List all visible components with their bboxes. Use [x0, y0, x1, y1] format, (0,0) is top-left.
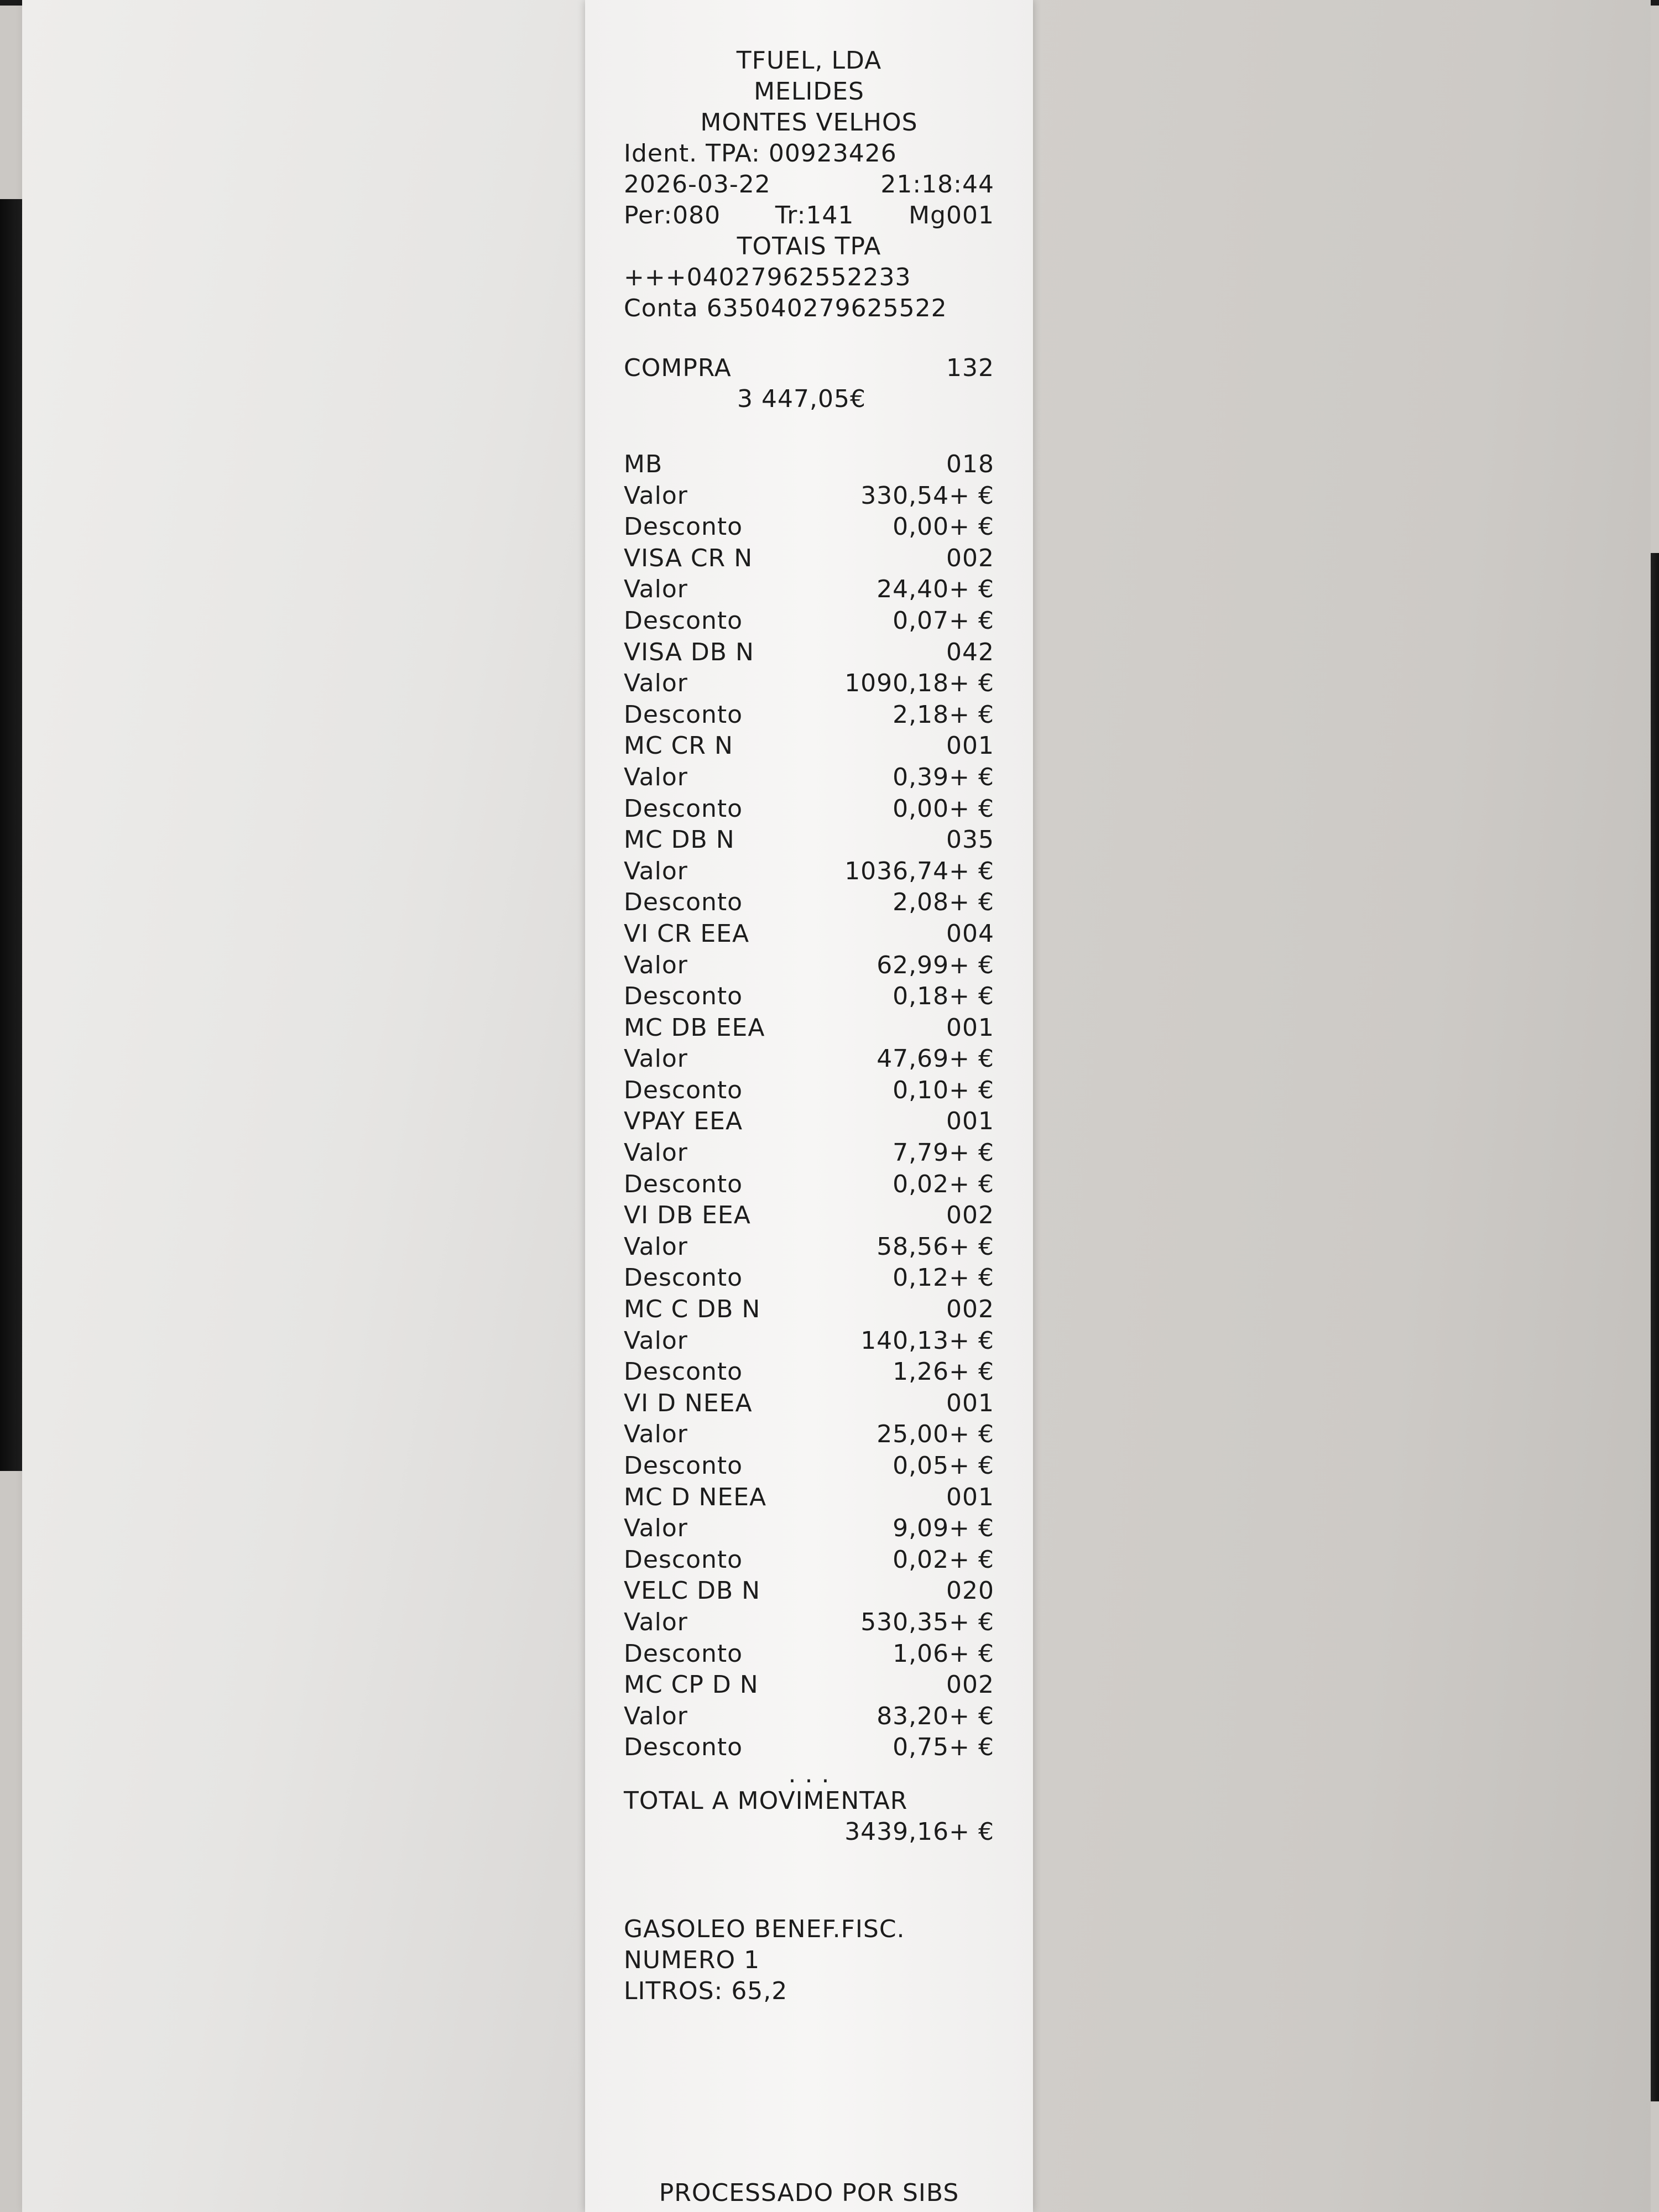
valor-row-amount: 530,35+ €	[860, 1608, 994, 1636]
group-name-row-label: VI CR EEA	[624, 919, 750, 948]
group-name-row-label: MC CR N	[624, 732, 733, 760]
group-name-row-label: VISA DB N	[624, 638, 754, 666]
valor-row	[624, 1232, 994, 1263]
valor-row-amount: 330,54+ €	[860, 481, 994, 510]
group-name-row	[624, 637, 994, 669]
desconto-row-amount: 0,05+ €	[893, 1452, 994, 1480]
valor-row-amount: 47,69+ €	[877, 1045, 994, 1073]
valor-row-label: Valor	[624, 1608, 688, 1636]
desconto-row	[624, 981, 994, 1013]
desconto-row	[624, 1262, 994, 1294]
group-name-row-amount: 035	[946, 826, 994, 854]
desconto-row-label: Desconto	[624, 794, 743, 823]
group-name-row-label: VI DB EEA	[624, 1201, 751, 1230]
desconto-row-amount: 0,02+ €	[893, 1545, 994, 1574]
compra-amount: 3 447,05€	[737, 385, 866, 413]
group-name-row-amount: 001	[946, 732, 994, 760]
desconto-row-amount: 0,18+ €	[893, 982, 994, 1011]
desconto-row-label: Desconto	[624, 1076, 743, 1104]
desconto-row-amount: 1,26+ €	[893, 1358, 994, 1386]
total-label: TOTAL A MOVIMENTAR	[624, 1786, 908, 1815]
desconto-row	[624, 512, 994, 543]
group-name-row-amount: 001	[946, 1013, 994, 1042]
total-amount: 3439,16+ €	[844, 1817, 994, 1846]
city: MELIDES	[754, 77, 864, 106]
compra-count: 132	[946, 354, 994, 382]
date-time-row	[624, 169, 994, 200]
valor-row-label: Valor	[624, 1420, 688, 1449]
desconto-row-label: Desconto	[624, 1733, 743, 1762]
valor-row-label: Valor	[624, 1514, 688, 1543]
desconto-row-amount: 0,12+ €	[893, 1264, 994, 1292]
desconto-row	[624, 887, 994, 919]
desconto-row-amount: 0,02+ €	[893, 1170, 994, 1198]
group-name-row-amount: 001	[946, 1483, 994, 1511]
valor-row	[624, 1044, 994, 1075]
desconto-row-label: Desconto	[624, 1358, 743, 1386]
group-name-row-label: MC CP D N	[624, 1671, 759, 1699]
desconto-row-label: Desconto	[624, 1170, 743, 1198]
desconto-row-label: Desconto	[624, 888, 743, 917]
group-name-row	[624, 1294, 994, 1326]
desconto-row-amount: 2,18+ €	[893, 700, 994, 729]
fuel-line-2: NUMERO 1	[624, 1945, 760, 1974]
group-name-row-label: MC DB N	[624, 826, 735, 854]
group-name-row	[624, 919, 994, 950]
desconto-row-label: Desconto	[624, 1452, 743, 1480]
fuel-line-1: GASOLEO BENEF.FISC.	[624, 1914, 905, 1943]
valor-row-amount: 62,99+ €	[877, 951, 994, 979]
valor-row-label: Valor	[624, 1232, 688, 1261]
group-name-row-amount: 020	[946, 1577, 994, 1605]
desconto-row-amount: 0,00+ €	[893, 513, 994, 541]
group-name-row	[624, 1670, 994, 1701]
account-number: Conta 635040279625522	[624, 294, 947, 322]
valor-row	[624, 950, 994, 982]
desconto-row-label: Desconto	[624, 513, 743, 541]
group-name-row	[624, 1013, 994, 1044]
valor-row-label: Valor	[624, 669, 688, 698]
date: 2026-03-22	[624, 170, 771, 199]
location: MONTES VELHOS	[700, 108, 918, 137]
valor-row-label: Valor	[624, 857, 688, 885]
valor-row-amount: 58,56+ €	[877, 1232, 994, 1261]
group-name-row-amount: 004	[946, 919, 994, 948]
group-name-row	[624, 543, 994, 575]
transaction: Tr:141	[775, 201, 854, 229]
valor-row	[624, 762, 994, 794]
valor-row	[624, 856, 994, 888]
terminal-ident: Ident. TPA: 00923426	[624, 139, 897, 168]
desconto-row	[624, 1732, 994, 1764]
group-name-row-amount: 002	[946, 544, 994, 572]
group-name-row	[624, 449, 994, 481]
valor-row-label: Valor	[624, 1326, 688, 1355]
desconto-row	[624, 1169, 994, 1201]
desconto-row-amount: 0,10+ €	[893, 1076, 994, 1104]
valor-row-amount: 0,39+ €	[893, 763, 994, 791]
valor-row-amount: 1090,18+ €	[844, 669, 994, 698]
totals-title: TOTAIS TPA	[737, 232, 881, 260]
group-name-row	[624, 1106, 994, 1138]
group-name-row	[624, 1200, 994, 1232]
desconto-row-label: Desconto	[624, 1639, 743, 1668]
valor-row-label: Valor	[624, 763, 688, 791]
group-name-row-amount: 002	[946, 1295, 994, 1324]
desconto-row-amount: 1,06+ €	[893, 1639, 994, 1668]
group-name-row-label: VISA CR N	[624, 544, 753, 572]
receipt-body	[624, 45, 994, 2007]
desconto-row-label: Desconto	[624, 982, 743, 1011]
group-name-row	[624, 1388, 994, 1420]
group-name-row-label: MC DB EEA	[624, 1013, 765, 1042]
group-name-row-amount: 002	[946, 1671, 994, 1699]
desconto-row-label: Desconto	[624, 700, 743, 729]
valor-row	[624, 1607, 994, 1639]
group-name-row-label: MC C DB N	[624, 1295, 761, 1324]
desconto-row	[624, 1075, 994, 1107]
group-name-row-label: MB	[624, 450, 663, 478]
valor-row	[624, 668, 994, 700]
valor-row-label: Valor	[624, 1045, 688, 1073]
valor-row-amount: 9,09+ €	[893, 1514, 994, 1543]
receipt	[585, 0, 1033, 2212]
group-name-row	[624, 825, 994, 856]
valor-row	[624, 481, 994, 512]
valor-row-label: Valor	[624, 481, 688, 510]
group-name-row-label: VPAY EEA	[624, 1107, 743, 1136]
desconto-row-amount: 2,08+ €	[893, 888, 994, 917]
company-name: TFUEL, LDA	[736, 46, 882, 75]
desconto-row-label: Desconto	[624, 1264, 743, 1292]
valor-row-amount: 7,79+ €	[893, 1139, 994, 1167]
background-paper-right	[1018, 0, 1651, 2212]
valor-row-label: Valor	[624, 1702, 688, 1730]
group-name-row-label: VI D NEEA	[624, 1389, 753, 1417]
group-name-row	[624, 731, 994, 762]
compra-label: COMPRA	[624, 354, 732, 382]
group-name-row-amount: 002	[946, 1201, 994, 1230]
desconto-row	[624, 1451, 994, 1482]
valor-row	[624, 1513, 994, 1545]
valor-row	[624, 574, 994, 606]
desconto-row-label: Desconto	[624, 606, 743, 635]
desconto-row-amount: 0,75+ €	[893, 1733, 994, 1762]
period-row	[624, 200, 994, 231]
group-name-row-label: VELC DB N	[624, 1577, 761, 1605]
time: 21:18:44	[880, 170, 994, 199]
valor-row-amount: 25,00+ €	[877, 1420, 994, 1449]
group-name-row	[624, 1482, 994, 1514]
desconto-row	[624, 606, 994, 637]
valor-row	[624, 1701, 994, 1733]
processed-by: PROCESSADO POR SIBS	[659, 2179, 959, 2207]
desconto-row-label: Desconto	[624, 1545, 743, 1574]
valor-row-amount: 140,13+ €	[860, 1326, 994, 1355]
valor-row-amount: 1036,74+ €	[844, 857, 994, 885]
desconto-row-amount: 0,07+ €	[893, 606, 994, 635]
desconto-row	[624, 1545, 994, 1576]
valor-row	[624, 1419, 994, 1451]
group-name-row	[624, 1575, 994, 1607]
group-name-row-amount: 018	[946, 450, 994, 478]
valor-row	[624, 1326, 994, 1357]
desconto-row-amount: 0,00+ €	[893, 794, 994, 823]
valor-row-amount: 24,40+ €	[877, 575, 994, 604]
valor-row-amount: 83,20+ €	[877, 1702, 994, 1730]
card-groups	[624, 449, 994, 1764]
background-paper-left	[22, 0, 597, 2212]
desconto-row	[624, 1357, 994, 1388]
group-name-row-label: MC D NEEA	[624, 1483, 767, 1511]
desconto-row	[624, 1639, 994, 1670]
valor-row-label: Valor	[624, 575, 688, 604]
valor-row	[624, 1138, 994, 1169]
card-number: +++04027962552233	[624, 263, 911, 291]
group-name-row-amount: 042	[946, 638, 994, 666]
fuel-line-3: LITROS: 65,2	[624, 1976, 788, 2005]
valor-row-label: Valor	[624, 1139, 688, 1167]
group-name-row-amount: 001	[946, 1389, 994, 1417]
valor-row-label: Valor	[624, 951, 688, 979]
group-name-row-amount: 001	[946, 1107, 994, 1136]
mg: Mg001	[909, 201, 994, 229]
ellipsis: . . .	[788, 1760, 830, 1788]
desconto-row	[624, 794, 994, 825]
desconto-row	[624, 700, 994, 731]
compra-row	[624, 353, 994, 384]
period: Per:080	[624, 201, 721, 229]
